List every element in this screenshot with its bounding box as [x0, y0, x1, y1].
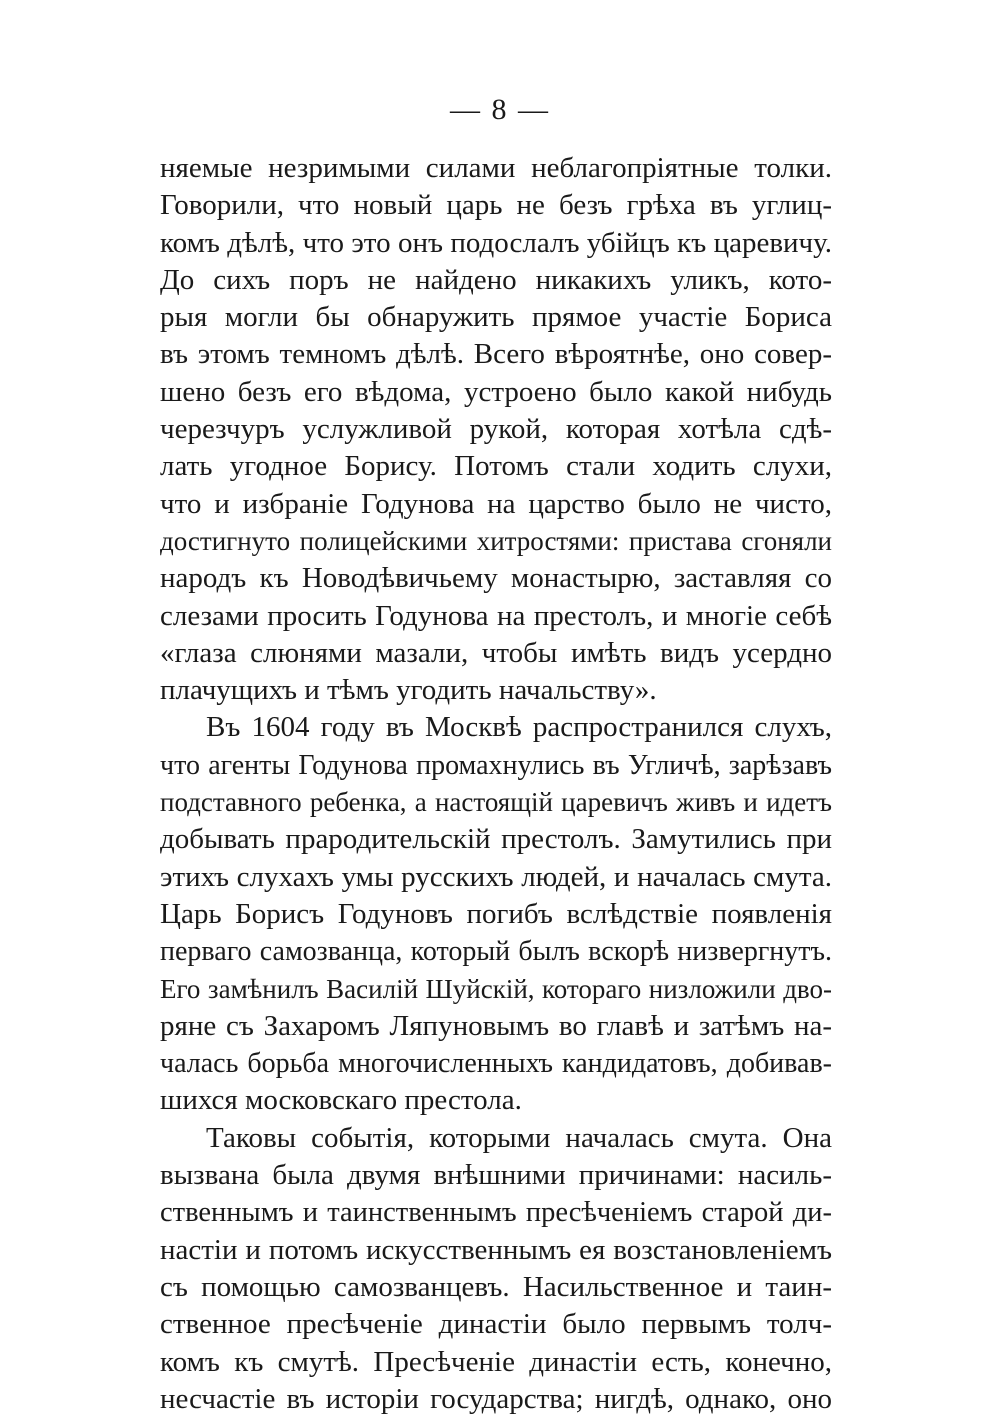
- text-line: плачущихъ и тѣмъ угодить начальству».: [160, 674, 657, 707]
- paragraph-3: [160, 1120, 832, 1418]
- text-line: До сихъ поръ не найдено никакихъ уликъ, кото-: [160, 263, 832, 296]
- paragraph-1: [160, 150, 832, 709]
- paragraph-2: [160, 709, 832, 1119]
- text-line: вызвана была двумя внѣшними причинами: насиль-: [160, 1159, 832, 1192]
- text-line: что и избраніе Годунова на царство было не чисто,: [160, 487, 832, 520]
- text-line: перваго самозванца, который былъ вскорѣ низвергнутъ.: [160, 936, 832, 968]
- text-line: Его замѣнилъ Василій Шуйскій, котораго низложили дво-: [160, 973, 832, 1004]
- text-line: этихъ слухахъ умы русскихъ людей, и началась смута.: [160, 860, 832, 893]
- text-line: народъ къ Новодѣвичьему монастырю, заставляя со: [160, 562, 832, 595]
- text-line: Таковы событія, которыми началась смута. Она: [206, 1121, 832, 1154]
- text-line: комъ къ смутѣ. Пресѣченіе династіи есть, конечно,: [160, 1345, 832, 1378]
- text-line: шено безъ его вѣдома, устроено было какой нибудь: [160, 375, 832, 408]
- text-line: что агенты Годунова промахнулись въ Угличѣ, зарѣзавъ: [160, 749, 832, 781]
- text-line: подставного ребенка, а настоящій царевичъ живъ и идетъ: [160, 787, 832, 818]
- text-line: Говорили, что новый царь не безъ грѣха въ углиц-: [160, 189, 832, 222]
- page-number: — 8 —: [450, 93, 550, 126]
- text-line: комъ дѣлѣ, что это онъ подослалъ убійцъ къ царевичу.: [160, 226, 832, 259]
- text-line: чалась борьба многочисленныхъ кандидатовъ, добивав-: [160, 1048, 832, 1080]
- text-line: «глаза слюнями мазали, чтобы имѣть видъ усердно: [160, 636, 832, 669]
- text-line: шихся московскаго престола.: [160, 1084, 522, 1117]
- text-line: съ помощью самозванцевъ. Насильственное и таин-: [160, 1270, 832, 1303]
- text-line: слезами просить Годунова на престолъ, и многіе себѣ: [160, 599, 832, 632]
- text-line: ственнымъ и таинственнымъ пресѣченіемъ старой ди-: [160, 1197, 832, 1229]
- text-line: няемые незримыми силами неблагопріятные толки.: [160, 152, 832, 184]
- text-line: добывать прародительскій престолъ. Замутились при: [160, 823, 832, 856]
- text-line: несчастіе въ исторіи государства; нигдѣ, однако, оно: [160, 1382, 832, 1415]
- text-line: рыя могли бы обнаружить прямое участіе Бориса: [160, 301, 832, 334]
- text-line: настіи и потомъ искусственнымъ ея возстановленіемъ: [160, 1233, 832, 1266]
- text-line: черезчуръ услужливой рукой, которая хотѣла сдѣ-: [160, 413, 832, 446]
- text-line: ряне съ Захаромъ Ляпуновымъ во главѣ и затѣмъ на-: [160, 1009, 832, 1042]
- text-line: въ этомъ темномъ дѣлѣ. Всего вѣроятнѣе, оно совер-: [160, 338, 832, 371]
- text-line: лать угодное Борису. Потомъ стали ходить слухи,: [160, 450, 832, 483]
- body-text: [160, 150, 832, 1418]
- text-line: Въ 1604 году въ Москвѣ распространился слухъ,: [206, 711, 832, 744]
- text-line: Царь Борисъ Годуновъ погибъ вслѣдствіе появленія: [160, 897, 832, 930]
- text-line: достигнуто полицейскими хитростями: пристава сгоняли: [160, 525, 832, 556]
- text-line: ственное пресѣченіе династіи было первымъ толч-: [160, 1308, 832, 1341]
